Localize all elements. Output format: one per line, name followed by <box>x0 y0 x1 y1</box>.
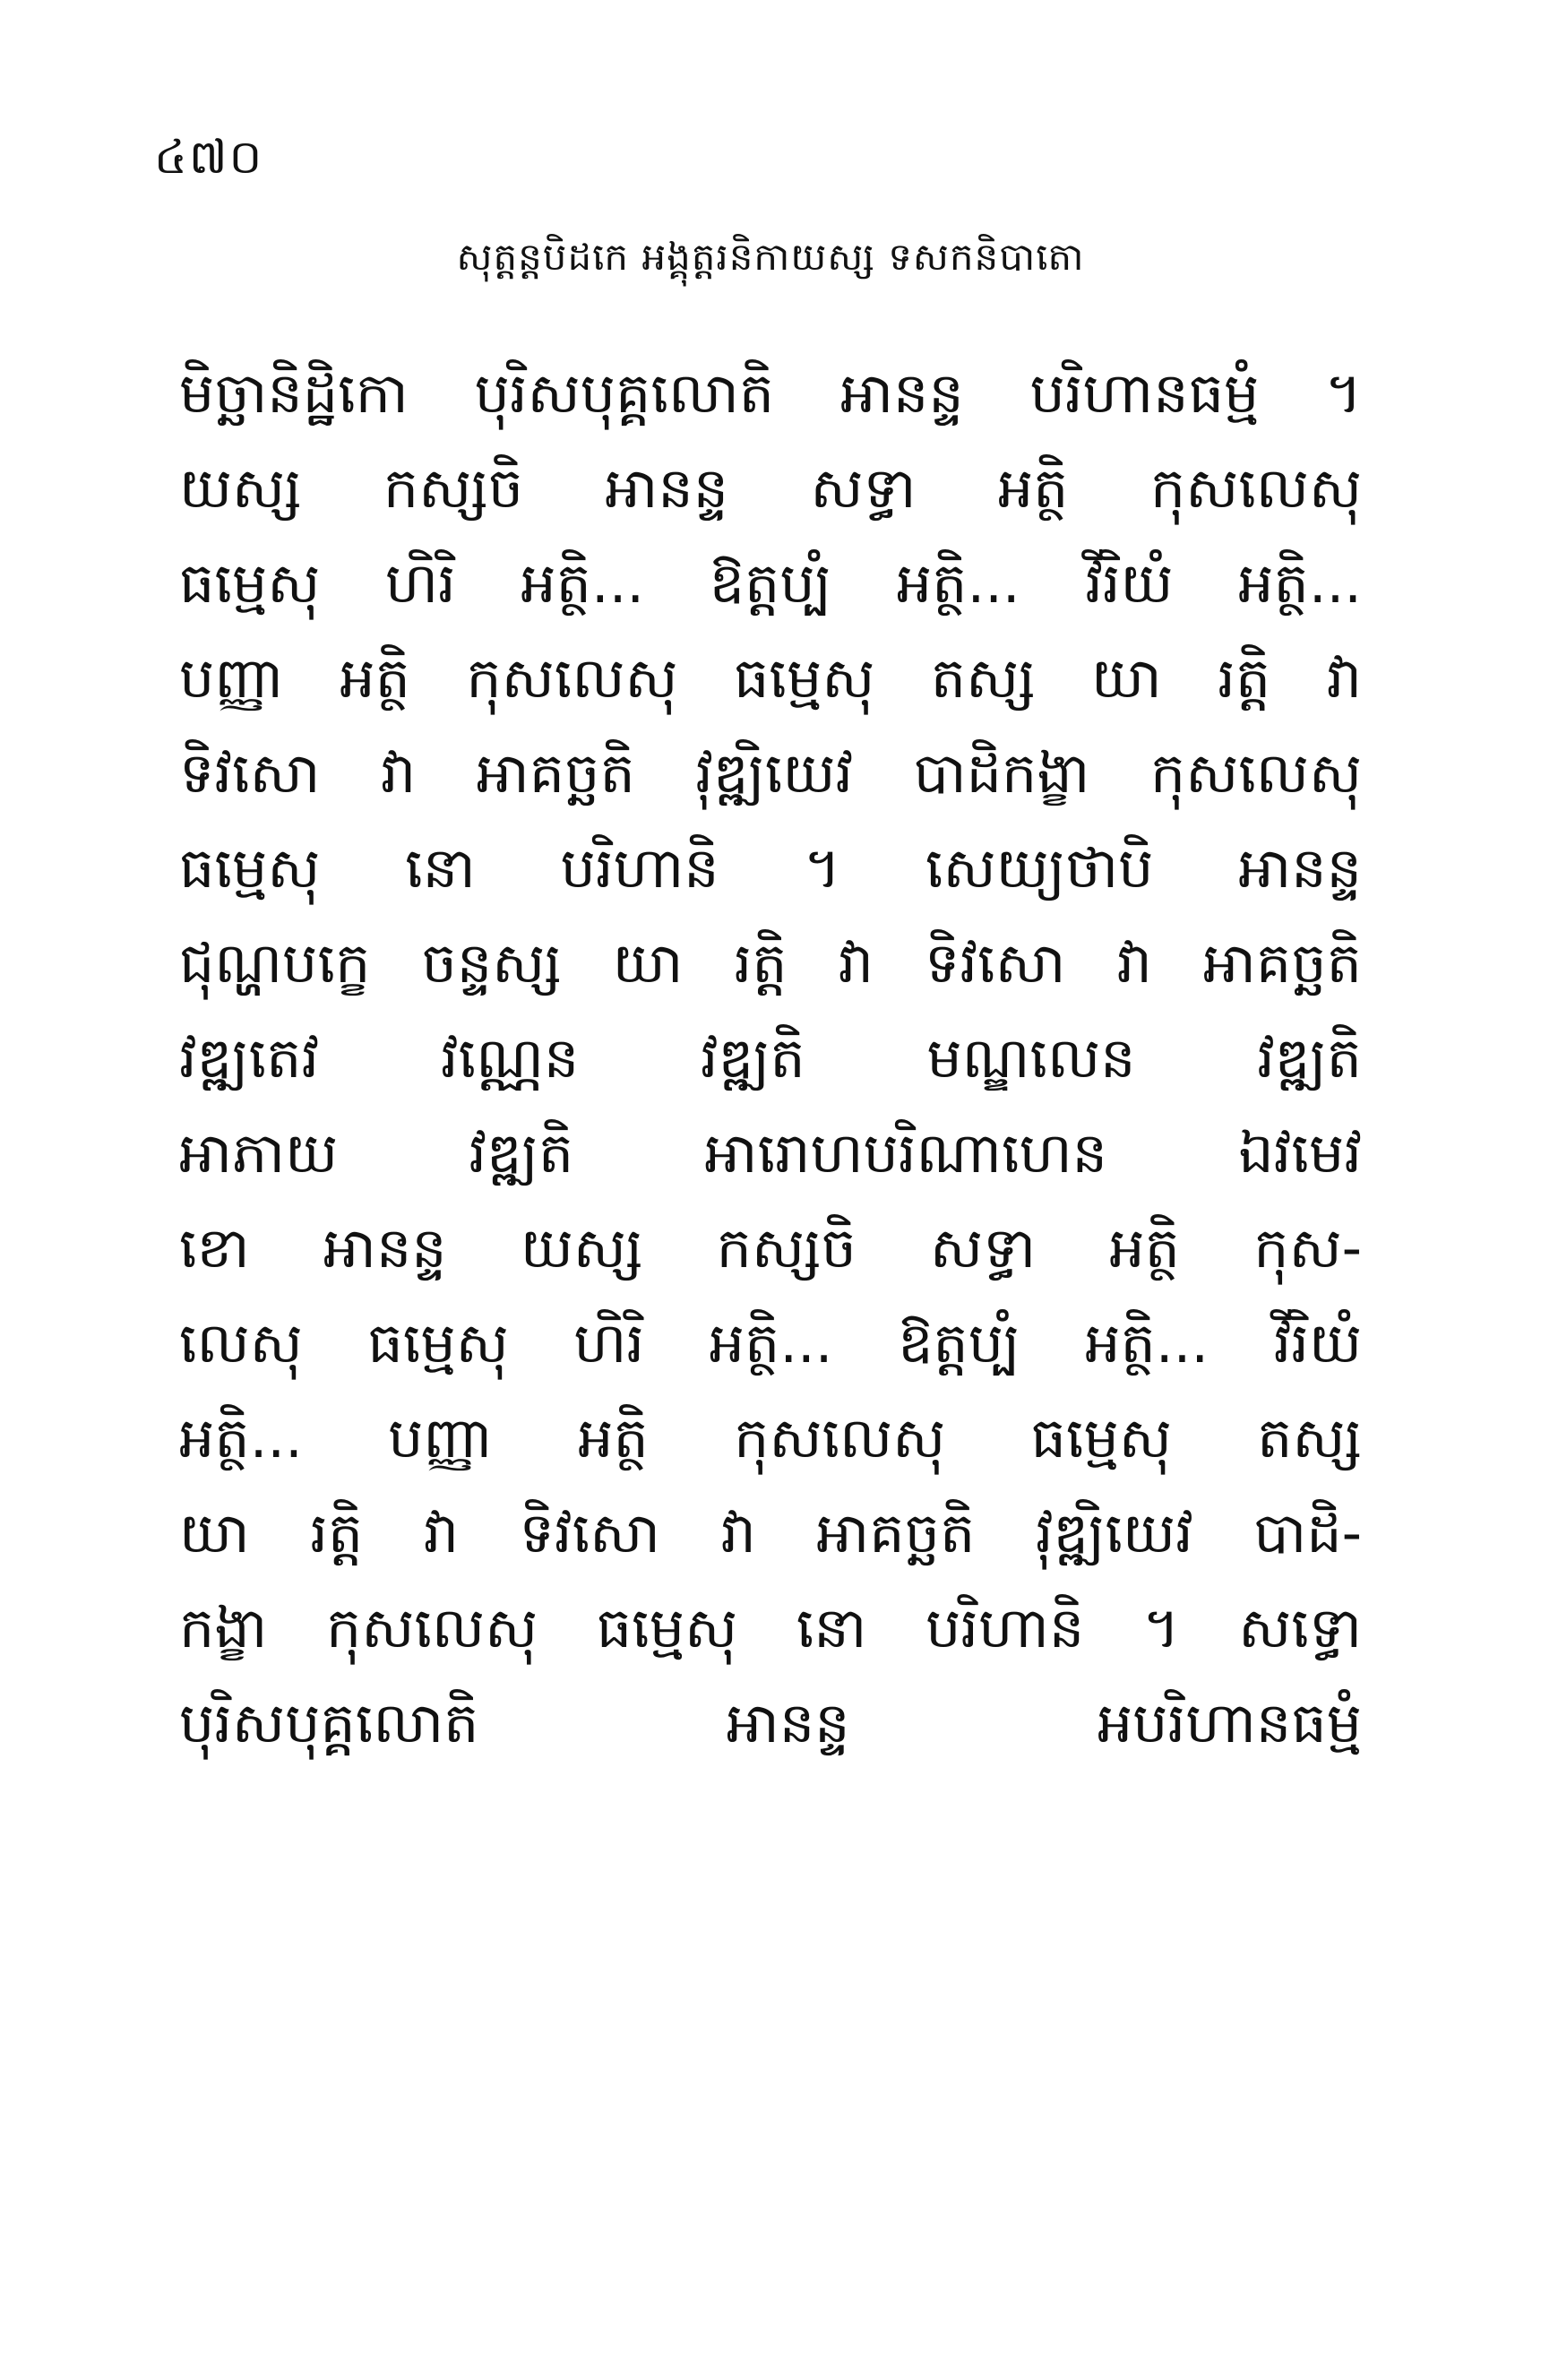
text-line: អត្ថិ... បញ្ញា អត្ថិ កុសលេសុ ធម្មេសុ តស្ស <box>179 1405 1362 1470</box>
text-line: បុរិសបុគ្គលោតិ អានន្ទ អបរិហានធម្មំ <box>179 1690 1362 1755</box>
text-line: មិច្ឆានិដ្ឋិកោ បុរិសបុគ្គលោតិ អានន្ទ បរិហានធម្មំ ។ <box>179 360 1362 426</box>
text-line: យា រត្តិ វា ទិវសោ វា អាគច្ឆតិ វុឌ្ឍិយេវ បាដិ- <box>179 1500 1362 1565</box>
text-line: ជុណ្ហបក្ខេ ចន្ទស្ស យា រត្តិ វា ទិវសោ វា អាគច្ឆតិ <box>179 930 1362 996</box>
text-line: អាភាយ វឌ្ឍតិ អារោហបរិណាហេន ឯវមេវ <box>179 1120 1362 1186</box>
running-header: សុត្តន្តបិដកេ អង្គុត្តរនិកាយស្ស ទសកនិបាតោ <box>456 235 1085 279</box>
text-line: កង្ខា កុសលេសុ ធម្មេសុ នោ បរិហានិ ។ សទ្ធោ <box>179 1595 1362 1660</box>
text-line: វឌ្ឍតេវ វណ្ណេន វឌ្ឍតិ មណ្ឌលេន វឌ្ឍតិ <box>179 1025 1362 1091</box>
text-line: ធម្មេសុ នោ បរិហានិ ។ សេយ្យថាបិ អានន្ទ <box>179 835 1362 901</box>
text-line: បញ្ញា អត្ថិ កុសលេសុ ធម្មេសុ តស្ស យា រត្តិ វា <box>179 645 1362 711</box>
text-line: ធម្មេសុ ហិរិ អត្ថិ... ឱត្តប្បំ អត្ថិ... វីរិយំ អត្ថិ... <box>179 550 1362 616</box>
page-number: ៤៧០ <box>154 131 264 185</box>
text-line: លេសុ ធម្មេសុ ហិរិ អត្ថិ... ឱត្តប្បំ អត្ថិ... វីរិយំ <box>179 1310 1362 1375</box>
body-text <box>179 346 1362 1771</box>
text-line: យស្ស កស្សចិ អានន្ទ សទ្ធា អត្ថិ កុសលេសុ <box>179 455 1362 521</box>
text-line: ខោ អានន្ទ យស្ស កស្សចិ សទ្ធា អត្ថិ កុស- <box>179 1215 1362 1281</box>
text-line: ទិវសោ វា អាគច្ឆតិ វុឌ្ឍិយេវ បាដិកង្ខា កុសលេសុ <box>179 740 1362 806</box>
